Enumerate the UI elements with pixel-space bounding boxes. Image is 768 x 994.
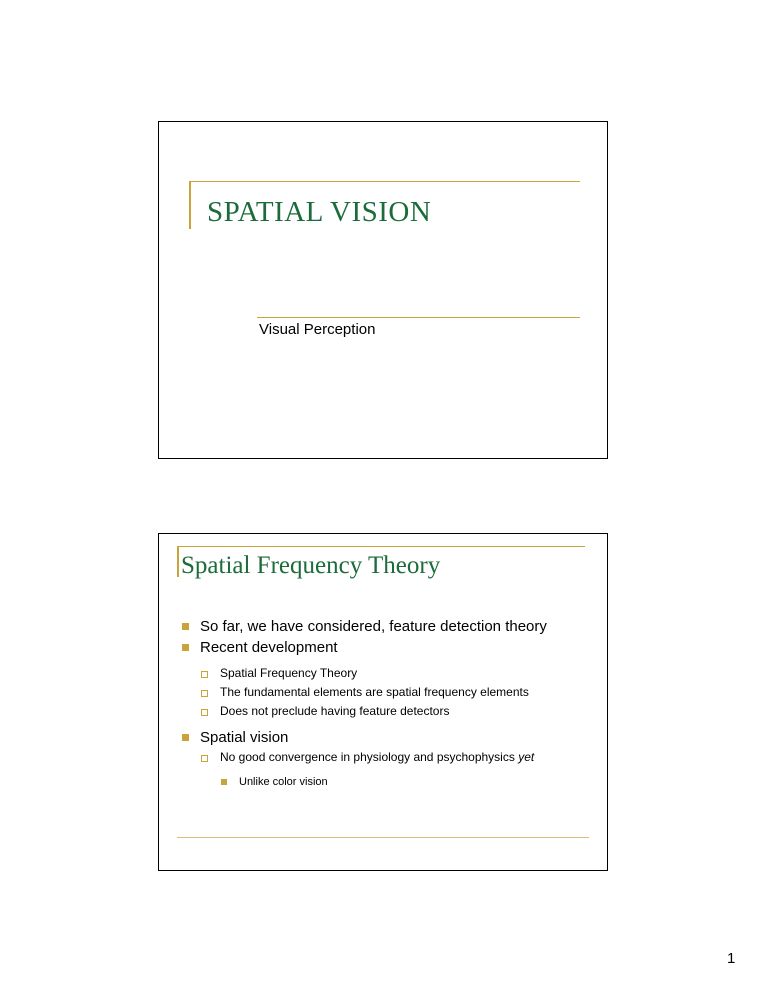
title-accent-line	[177, 546, 585, 547]
page-number: 1	[727, 950, 736, 967]
slide-2-title: Spatial Frequency Theory	[181, 552, 441, 579]
subtitle-accent-line	[257, 317, 580, 318]
title-accent-line	[189, 181, 580, 182]
slide-1	[158, 121, 608, 459]
bullet-text: Recent development	[200, 639, 338, 656]
bullet-item	[181, 727, 601, 748]
square-bullet-icon	[221, 779, 227, 785]
footer-accent-line	[177, 837, 589, 838]
hollow-square-bullet-icon	[201, 709, 208, 716]
bullet-text: Spatial vision	[200, 729, 289, 746]
bullet-item	[181, 637, 601, 658]
hollow-square-bullet-icon	[201, 671, 208, 678]
sub-bullet-item	[181, 664, 601, 683]
sub-bullet-item	[181, 683, 601, 702]
bullet-list	[181, 616, 601, 791]
square-bullet-icon	[182, 734, 189, 741]
slide-1-title: SPATIAL VISION	[207, 196, 432, 228]
title-accent-bar	[189, 181, 191, 229]
bullet-text: Does not preclude having feature detectors	[220, 704, 450, 718]
hollow-square-bullet-icon	[201, 690, 208, 697]
bullet-emphasis: yet	[518, 750, 535, 764]
slide-1-subtitle: Visual Perception	[259, 321, 376, 338]
square-bullet-icon	[182, 623, 189, 630]
square-bullet-icon	[182, 644, 189, 651]
bullet-text: The fundamental elements are spatial frequency elements	[220, 685, 529, 699]
sub-bullet-item	[181, 748, 601, 767]
slide-2	[158, 533, 608, 871]
sub-bullet-item	[181, 702, 601, 721]
bullet-text: Unlike color vision	[239, 776, 328, 788]
bullet-text: No good convergence in physiology and psychophysics	[220, 750, 519, 764]
hollow-square-bullet-icon	[201, 755, 208, 762]
title-accent-bar	[177, 546, 179, 577]
bullet-text: So far, we have considered, feature detection theory	[200, 618, 547, 635]
bullet-item	[181, 616, 601, 637]
sub-sub-bullet-item	[181, 773, 601, 791]
bullet-text: Spatial Frequency Theory	[220, 666, 358, 680]
